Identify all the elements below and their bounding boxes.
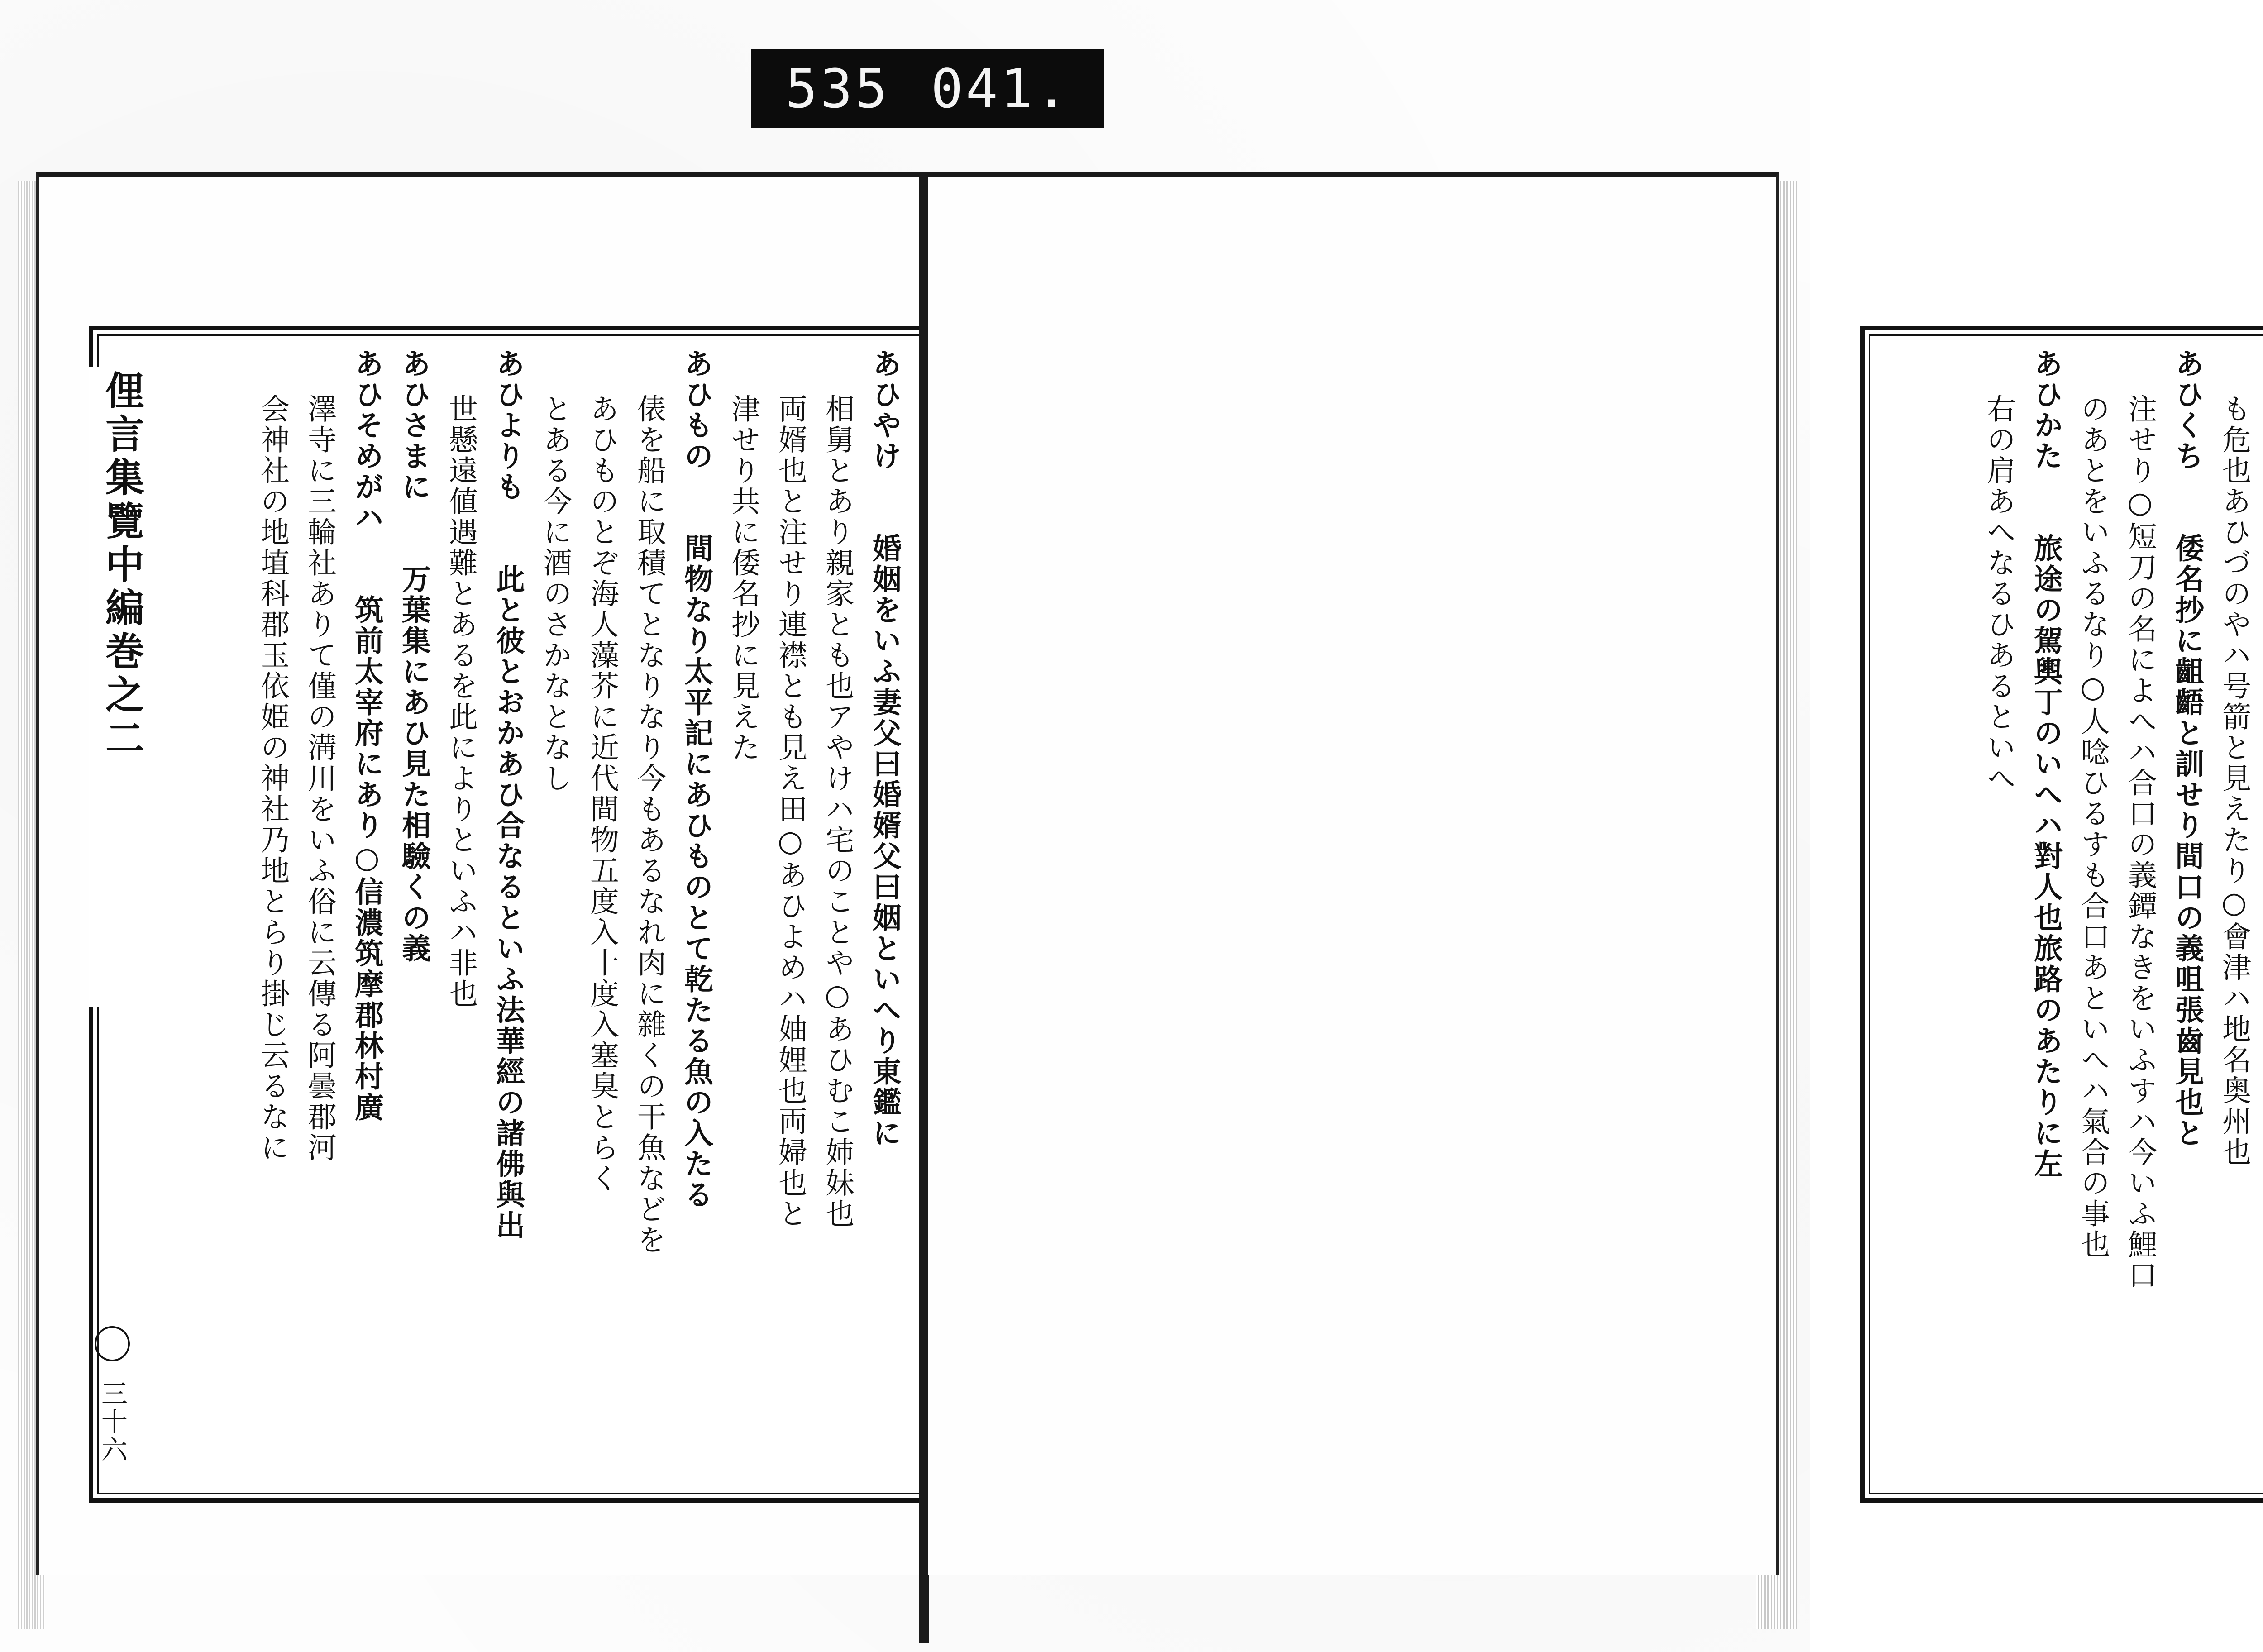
text-column: も危也あひづのやハ号箭と見えたり○會津ハ地名奥州也 — [2217, 394, 2251, 1168]
text-column: 右の肩あへなるひあるといへ — [1982, 394, 2015, 794]
text-column: 俵を船に取積てとなりなり今もあるなれ肉に雜くの干魚などを — [632, 394, 666, 1256]
left-text-frame — [89, 326, 931, 1503]
text-column — [2258, 349, 2263, 1480]
right-text-frame — [1860, 326, 2263, 1503]
left-margin-title: 俚言集覽中編巻之二 — [89, 367, 154, 1007]
text-column: あひものとぞ海人藻芥に近代間物五度入十度入塞臭とらく — [585, 394, 619, 1194]
text-column: のあとをいふるなり○人唸ひるすも合口あといへハ氣合の事也 — [2076, 394, 2110, 1260]
text-column: 津せり共に倭名抄に見えた — [726, 394, 760, 763]
text-column: 澤寺に三輪社ありて僅の溝川をいふ俗に云傳る阿曇郡河 — [303, 394, 336, 1163]
text-column: 会神社の地埴科郡玉依姫の神社乃地とらり掛じ云るなに — [256, 394, 289, 1163]
film-frame-label — [751, 49, 1104, 128]
left-page — [36, 172, 919, 1575]
text-column: 注せり○短刀の名によへハ合口の義鐔なきをいふすハ今いふ鯉口 — [2123, 394, 2157, 1291]
right-page — [928, 172, 2251, 1575]
text-column: あひさまに 万葉集にあひ見た相驗くの義 — [397, 349, 431, 964]
folio-circle-mark — [95, 1326, 130, 1361]
text-column: あひよりも 此と彼とおかあひ合なるといふ法華經の諸佛與出 — [491, 349, 525, 1241]
left-folio-number: 三十六 — [97, 1380, 128, 1464]
text-column: 世懸遠値遇難とあるを此によりといふハ非也 — [444, 394, 477, 1009]
text-column: 相舅とあり親家とも也アやけハ宅のことや○あひむこ姉妹也 — [821, 394, 854, 1229]
text-column: とある今に酒のさかなとなし — [538, 394, 572, 794]
text-column: あひかた 旅途の駕輿丁のいへハ對人也旅路のあたりに左 — [2029, 349, 2063, 1179]
text-column: あひやけ 婚姻をいふ妻父曰婚婿父曰姻といへり東鑑に — [868, 349, 902, 1149]
film-frame-number: 041. — [931, 57, 1070, 120]
right-text-columns — [1883, 349, 2263, 1480]
text-column: あひそめがハ 筑前太宰府にあり○信濃筑摩郡林村廣 — [350, 349, 384, 1123]
text-column: あひもの 間物なり太平記にあひものとて乾たる魚の入たる — [679, 349, 713, 1210]
text-column: あひくち 倭名抄に齟齬と訓せり間口の義咀張齒見也と — [2170, 349, 2204, 1149]
book-gutter — [919, 172, 929, 1643]
film-reel-number: 535 — [785, 57, 890, 120]
open-book — [18, 172, 2251, 1634]
left-folio — [93, 1326, 131, 1464]
left-text-columns — [111, 349, 908, 1480]
text-column: 両婿也と注せり連襟とも見え田○あひよめハ妯娌也両婦也と — [773, 394, 807, 1229]
